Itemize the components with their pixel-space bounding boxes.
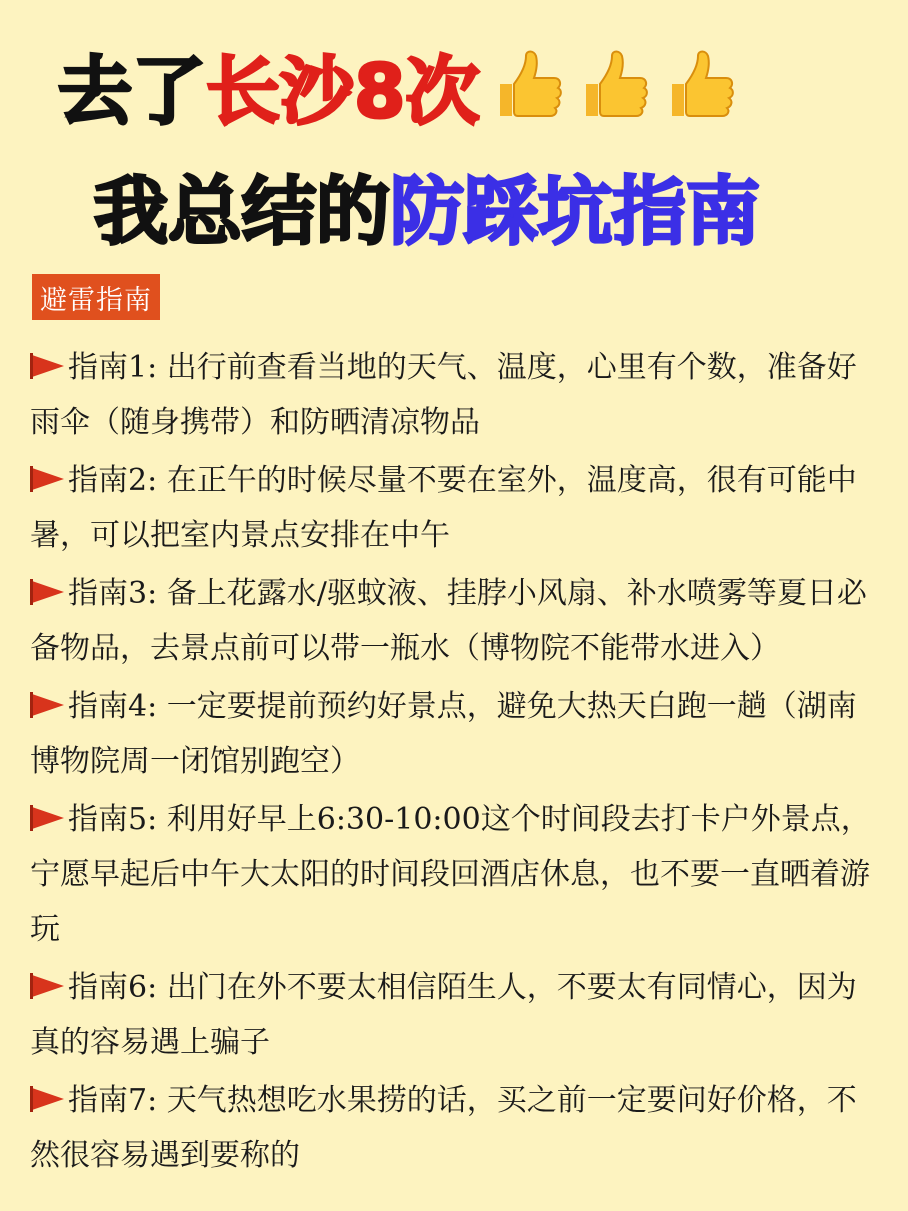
guide-text: 天气热想吃水果捞的话，买之前一定要问好价格，不然很容易遇到要称的: [30, 1083, 857, 1173]
title-line-1: [58, 40, 738, 135]
red-flag-icon: [30, 692, 66, 718]
title-line-2: [94, 160, 760, 255]
red-flag-icon: [30, 579, 66, 605]
title-red-text: 长沙8次: [206, 49, 480, 135]
red-flag-icon: [30, 973, 66, 999]
guide-label: 指南5:: [68, 802, 158, 837]
guide-item: [30, 1073, 880, 1183]
thumbs-up-icon: [572, 46, 652, 126]
red-flag-icon: [30, 466, 66, 492]
title-black-text-1: 去了: [58, 49, 206, 135]
guide-label: 指南4:: [68, 689, 158, 724]
thumbs-group: [486, 46, 738, 126]
guide-item: [30, 453, 880, 563]
thumbs-up-icon: [486, 46, 566, 126]
guide-item: [30, 340, 880, 450]
guide-text: 在正午的时候尽量不要在室外，温度高，很有可能中暑，可以把室内景点安排在中午: [30, 463, 857, 553]
guide-label: 指南2:: [68, 463, 158, 498]
guide-item: [30, 792, 880, 957]
guide-item: [30, 679, 880, 789]
guide-label: 指南3:: [68, 576, 158, 611]
guide-label: 指南7:: [68, 1083, 158, 1118]
thumbs-up-icon: [658, 46, 738, 126]
guide-item: [30, 960, 880, 1070]
red-flag-icon: [30, 805, 66, 831]
title-black-text-2: 我总结的: [94, 169, 390, 255]
guide-text: 一定要提前预约好景点，避免大热天白跑一趟（湖南博物院周一闭馆别跑空）: [30, 689, 857, 779]
guide-text: 出门在外不要太相信陌生人，不要太有同情心，因为真的容易遇上骗子: [30, 970, 857, 1060]
guide-label: 指南6:: [68, 970, 158, 1005]
guide-text: 利用好早上6:30-10:00这个时间段去打卡户外景点，宁愿早起后中午大太阳的时间段回酒店休息，也不要一直晒着游玩: [30, 802, 871, 947]
red-flag-icon: [30, 1086, 66, 1112]
guide-item: [30, 566, 880, 676]
section-badge: 避雷指南: [32, 274, 160, 320]
red-flag-icon: [30, 353, 66, 379]
guide-text: 备上花露水/驱蚊液、挂脖小风扇、补水喷雾等夏日必备物品，去景点前可以带一瓶水（博物院不能带水进入）: [30, 576, 867, 666]
title-blue-text: 防踩坑指南: [390, 169, 760, 255]
guide-label: 指南1:: [68, 350, 158, 385]
guide-list: [30, 340, 880, 1186]
guide-text: 出行前查看当地的天气、温度，心里有个数，准备好雨伞（随身携带）和防晒清凉物品: [30, 350, 857, 440]
